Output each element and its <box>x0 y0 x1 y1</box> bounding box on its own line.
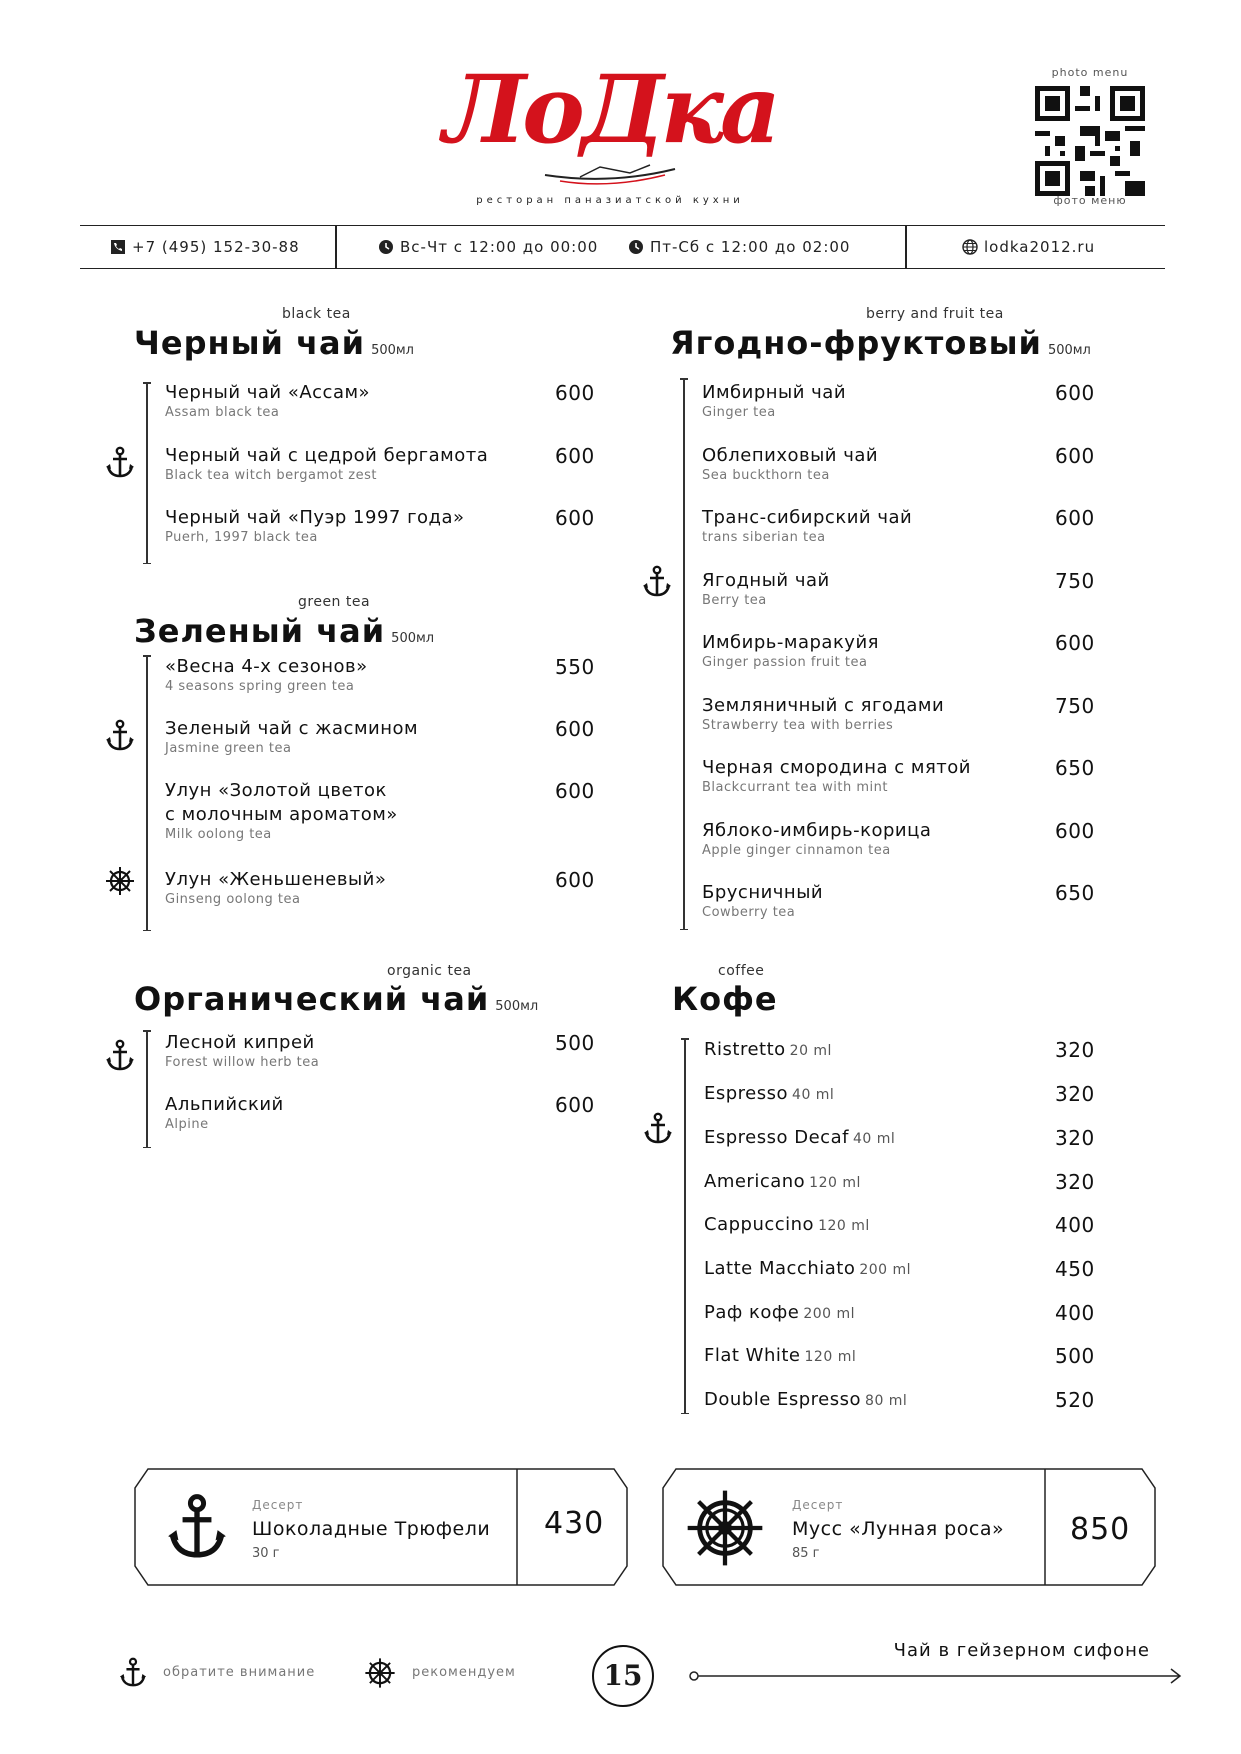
item-name: Double Espresso <box>704 1389 862 1410</box>
item-price: 650 <box>1055 881 1095 905</box>
item-price: 500 <box>1055 1344 1095 1368</box>
menu-item <box>702 881 1142 920</box>
item-name: Имбирный чай <box>702 382 847 403</box>
item-subtitle: Cowberry tea <box>702 905 796 920</box>
promo-weight: 85 г <box>792 1546 820 1561</box>
item-price: 600 <box>555 444 595 468</box>
promo-card[interactable] <box>134 1468 628 1586</box>
menu-item <box>165 717 605 756</box>
item-volume: 120 ml <box>804 1349 857 1365</box>
promo-price: 430 <box>544 1506 605 1541</box>
organic-tea-divider <box>146 1030 148 1148</box>
next-page-label[interactable]: Чай в гейзерном сифоне <box>893 1640 1150 1661</box>
item-subtitle: Ginseng oolong tea <box>165 892 301 907</box>
item-volume: 120 ml <box>818 1218 870 1234</box>
item-price: 750 <box>1055 694 1095 718</box>
item-subtitle: Apple ginger cinnamon tea <box>702 843 891 858</box>
item-subtitle: Puerh, 1997 black tea <box>165 530 318 545</box>
menu-item <box>165 655 605 694</box>
item-name: Черный чай с цедрой бергамота <box>165 445 489 466</box>
promo-price: 850 <box>1070 1512 1131 1547</box>
website-text: lodka2012.ru <box>984 238 1096 256</box>
item-name: Яблоко-имбирь-корица <box>702 820 932 841</box>
coffee-label-en: coffee <box>718 963 765 979</box>
item-subtitle: Assam black tea <box>165 405 280 420</box>
item-subtitle: Jasmine green tea <box>165 741 292 756</box>
hours-weekend-text: Пт-Сб с 12:00 до 02:00 <box>650 238 851 256</box>
item-price: 600 <box>1055 819 1095 843</box>
berry-tea-title-text: Ягодно-фруктовый <box>670 324 1042 362</box>
green-tea-divider <box>146 655 148 931</box>
menu-item <box>704 1126 1144 1151</box>
item-name: Черная смородина с мятой <box>702 757 972 778</box>
item-name: Flat White <box>704 1345 801 1366</box>
item-price: 320 <box>1055 1126 1095 1150</box>
menu-item <box>702 694 1142 733</box>
anchor-icon <box>641 565 673 599</box>
item-name: Улун «Женьшеневый» <box>165 869 387 890</box>
item-price: 400 <box>1055 1301 1095 1325</box>
item-subtitle: Ginger passion fruit tea <box>702 655 868 670</box>
promo-name: Мусс «Лунная роса» <box>792 1518 1005 1540</box>
item-name: «Весна 4-х сезонов» <box>165 656 368 677</box>
item-volume: 40 ml <box>852 1131 896 1147</box>
green-tea-title-text: Зеленый чай <box>134 612 386 650</box>
menu-item <box>704 1213 1144 1238</box>
menu-item <box>165 1031 605 1070</box>
globe-icon <box>962 239 978 255</box>
item-volume: 20 ml <box>789 1043 832 1059</box>
item-price: 600 <box>1055 381 1095 405</box>
hours-weekend <box>628 226 850 268</box>
item-name: Espresso <box>704 1083 789 1104</box>
item-subtitle: Strawberry tea with berries <box>702 718 894 733</box>
item-name: Cappuccino <box>704 1214 815 1235</box>
item-subtitle: Black tea witch bergamot zest <box>165 468 377 483</box>
black-tea-label-en: black tea <box>282 306 351 322</box>
item-price: 600 <box>555 381 595 405</box>
anchor-icon <box>104 446 136 480</box>
black-tea-volume: 500мл <box>371 343 414 358</box>
legend-recommend: рекомендуем <box>412 1665 516 1680</box>
organic-tea-label-en: organic tea <box>387 963 472 979</box>
item-price: 320 <box>1055 1170 1095 1194</box>
hours-weekdays-text: Вс-Чт с 12:00 до 00:00 <box>400 238 599 256</box>
item-name: Облепиховый чай <box>702 445 879 466</box>
boat-icon <box>540 163 680 185</box>
ship-wheel-icon <box>362 1656 398 1690</box>
qr-code[interactable] <box>1035 86 1145 196</box>
item-name: Americano <box>704 1171 806 1192</box>
restaurant-logo <box>430 55 790 205</box>
menu-item <box>704 1344 1144 1369</box>
qr-label-top: photo menu <box>1051 66 1129 79</box>
menu-item <box>704 1388 1144 1413</box>
item-name: Имбирь-маракуйя <box>702 632 879 653</box>
menu-item <box>704 1170 1144 1195</box>
item-subtitle: Milk oolong tea <box>165 827 272 842</box>
promo-name: Шоколадные Трюфели <box>252 1518 491 1540</box>
anchor-icon <box>104 1039 136 1073</box>
item-price: 600 <box>555 1093 595 1117</box>
contact-bar <box>80 225 1165 269</box>
organic-tea-volume: 500мл <box>495 999 539 1014</box>
berry-tea-title <box>670 324 1091 362</box>
item-price: 600 <box>555 506 595 530</box>
menu-item <box>704 1082 1144 1107</box>
item-price: 600 <box>555 717 595 741</box>
anchor-icon <box>118 1657 148 1689</box>
anchor-icon <box>164 1492 230 1564</box>
item-volume: 200 ml <box>803 1306 856 1322</box>
menu-item <box>702 819 1142 858</box>
phone-contact[interactable] <box>110 226 300 268</box>
black-tea-title-text: Черный чай <box>134 324 366 362</box>
menu-item <box>165 444 605 483</box>
item-price: 650 <box>1055 756 1095 780</box>
item-name: Альпийский <box>165 1094 284 1115</box>
item-price: 600 <box>555 779 595 803</box>
item-name: Транс-сибирский чай <box>702 507 913 528</box>
item-price: 600 <box>1055 444 1095 468</box>
menu-item <box>165 868 605 907</box>
black-tea-title <box>134 324 414 362</box>
ship-wheel-icon <box>682 1488 768 1568</box>
menu-item <box>702 569 1142 608</box>
item-name: Espresso Decaf <box>704 1127 849 1148</box>
menu-item <box>702 381 1142 420</box>
item-subtitle: Ginger tea <box>702 405 776 420</box>
item-price: 320 <box>1055 1082 1095 1106</box>
item-price: 520 <box>1055 1388 1095 1412</box>
item-volume: 120 ml <box>809 1175 861 1191</box>
item-name: Земляничный с ягодами <box>702 695 945 716</box>
item-price: 550 <box>555 655 595 679</box>
item-name: Брусничный <box>702 882 824 903</box>
item-subtitle: Alpine <box>165 1117 209 1132</box>
page-number: 15 <box>592 1645 654 1707</box>
berry-tea-divider <box>683 378 685 930</box>
phone-icon <box>110 239 126 255</box>
menu-item <box>702 444 1142 483</box>
item-price: 600 <box>1055 631 1095 655</box>
menu-item <box>704 1038 1144 1063</box>
clock-icon <box>378 239 394 255</box>
anchor-icon <box>642 1112 674 1146</box>
item-subtitle: Sea buckthorn tea <box>702 468 830 483</box>
ship-wheel-icon <box>104 864 136 898</box>
promo-category: Десерт <box>792 1498 844 1512</box>
item-subtitle: Blackcurrant tea with mint <box>702 780 888 795</box>
green-tea-label-en: green tea <box>298 594 371 610</box>
organic-tea-title <box>134 980 538 1018</box>
next-page-arrow[interactable] <box>686 1666 1182 1686</box>
item-name: Улун «Золотой цветок с молочным ароматом» <box>165 780 398 825</box>
qr-label-bottom: фото меню <box>1053 194 1127 207</box>
item-subtitle: 4 seasons spring green tea <box>165 679 355 694</box>
menu-item <box>165 381 605 420</box>
logo-tagline: ресторан паназиатской кухни <box>476 195 744 206</box>
menu-item <box>704 1257 1144 1282</box>
phone-number: +7 (495) 152-30-88 <box>132 238 300 256</box>
item-subtitle: Berry tea <box>702 593 767 608</box>
item-name: Черный чай «Ассам» <box>165 382 371 403</box>
promo-card[interactable] <box>662 1468 1156 1586</box>
menu-item <box>165 779 605 842</box>
website-link[interactable] <box>962 226 1095 268</box>
item-volume: 200 ml <box>859 1262 912 1278</box>
green-tea-volume: 500мл <box>391 631 435 646</box>
item-price: 600 <box>555 868 595 892</box>
coffee-divider <box>684 1038 686 1414</box>
coffee-title: Кофе <box>672 980 778 1018</box>
item-price: 320 <box>1055 1038 1095 1062</box>
item-volume: 80 ml <box>865 1393 908 1409</box>
item-name: Раф кофе <box>704 1302 800 1323</box>
legend-attention: обратите внимание <box>163 1665 316 1680</box>
item-price: 600 <box>1055 506 1095 530</box>
clock-icon <box>628 239 644 255</box>
item-price: 750 <box>1055 569 1095 593</box>
item-name: Зеленый чай с жасмином <box>165 718 419 739</box>
item-subtitle: trans siberian tea <box>702 530 826 545</box>
promo-category: Десерт <box>252 1498 304 1512</box>
item-name: Ristretto <box>704 1039 786 1060</box>
berry-tea-label-en: berry and fruit tea <box>866 306 1004 322</box>
organic-tea-title-text: Органический чай <box>134 980 490 1018</box>
anchor-icon <box>104 719 136 753</box>
logo-wordmark: ЛоДка <box>443 55 777 165</box>
menu-item <box>702 631 1142 670</box>
hours-weekdays <box>378 226 598 268</box>
green-tea-title <box>134 612 434 650</box>
item-name: Черный чай «Пуэр 1997 года» <box>165 507 465 528</box>
item-name: Лесной кипрей <box>165 1032 315 1053</box>
item-name: Ягодный чай <box>702 570 830 591</box>
promo-weight: 30 г <box>252 1546 280 1561</box>
item-subtitle: Forest willow herb tea <box>165 1055 320 1070</box>
menu-item <box>702 756 1142 795</box>
item-volume: 40 ml <box>792 1087 835 1103</box>
menu-item <box>165 506 605 545</box>
item-name: Latte Macchiato <box>704 1258 856 1279</box>
berry-tea-volume: 500мл <box>1047 343 1091 358</box>
menu-item <box>165 1093 605 1132</box>
item-price: 450 <box>1055 1257 1095 1281</box>
menu-item <box>704 1301 1144 1326</box>
item-price: 400 <box>1055 1213 1095 1237</box>
item-price: 500 <box>555 1031 595 1055</box>
menu-item <box>702 506 1142 545</box>
black-tea-divider <box>146 382 148 564</box>
